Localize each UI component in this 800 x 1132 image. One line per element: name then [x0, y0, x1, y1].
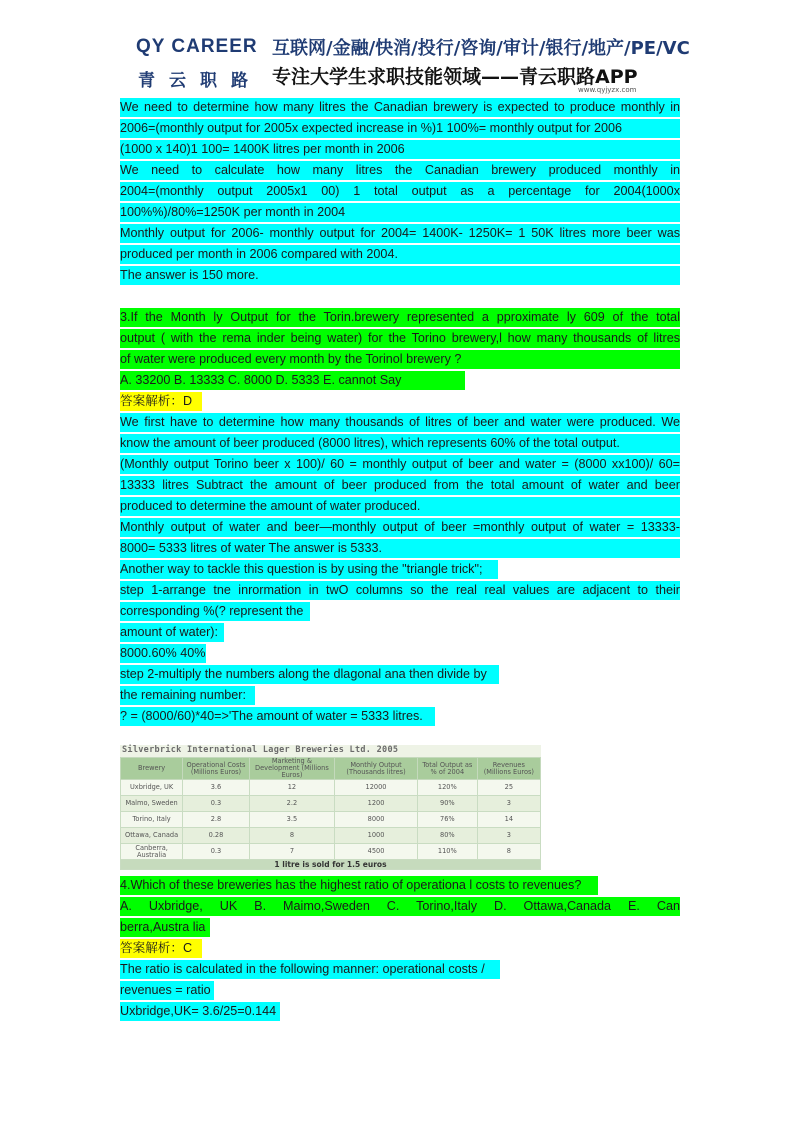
table-cell: 110%	[418, 844, 478, 860]
text-line: step 1-arrange tne inrormation in twO columns so the real real values are adjacent to their	[120, 581, 680, 600]
table-cell: 0.3	[183, 796, 250, 812]
question-3-text: output ( with the rema inder being water) for the Torino brewery,l how many thousands of litres	[120, 329, 680, 348]
table-cell: 4500	[335, 844, 418, 860]
table-cell: 120%	[418, 780, 478, 796]
text-line: 13333 litres Subtract the amount of beer produced from the total amount of water and beer	[120, 476, 680, 495]
text-line: Monthly output for 2006- monthly output for 2004= 1400K- 1250K= 1 50K litres more beer was	[120, 224, 680, 243]
page-header	[130, 30, 690, 92]
table-cell: 80%	[418, 828, 478, 844]
question-3-options: A. 33200 B. 13333 C. 8000 D. 5333 E. cannot Say	[120, 371, 465, 390]
question-4-options: berra,Austra lia	[120, 918, 210, 937]
answer-4-label: 答案解析：C	[120, 939, 202, 958]
table-cell: 3.6	[183, 780, 250, 796]
table-cell: 8	[477, 844, 540, 860]
table-cell: 1000	[335, 828, 418, 844]
brand-logo-chinese: 青云职路	[138, 71, 262, 91]
table-row	[121, 780, 541, 796]
text-line: produced per month in 2006 compared with 2004.	[120, 245, 680, 264]
brewery-table	[120, 757, 541, 870]
question-3-text: 3.If the Month ly Output for the Torin.brewery represented a pproximate ly 609 of the total	[120, 308, 680, 327]
table-title: Silverbrick International Lager Breweries Ltd. 2005	[122, 745, 399, 755]
text-line: Uxbridge,UK= 3.6/25=0.144	[120, 1002, 280, 1021]
text-line: produced to determine the amount of water produced.	[120, 497, 680, 516]
header-tagline-industries: 互联网/金融/快消/投行/咨询/审计/银行/地产/PE/VC	[272, 38, 690, 59]
text-line: know the amount of beer produced (8000 litres), which represents 60% of the total output.	[120, 434, 680, 453]
text-line: 100%%)/80%=1250K per month in 2004	[120, 203, 680, 222]
table-header: Brewery	[121, 758, 183, 780]
text-line: 8000.60% 40%	[120, 644, 206, 663]
question-4-text: 4.Which of these breweries has the highest ratio of operationa l costs to revenues?	[120, 876, 598, 895]
answer-3-label: 答案解析：D	[120, 392, 202, 411]
table-cell: 2.8	[183, 812, 250, 828]
table-header: Revenues (Millions Euros)	[477, 758, 540, 780]
text-line: (Monthly output Torino beer x 100)/ 60 = monthly output of beer and water = (8000 xx100)/ 60=	[120, 455, 680, 474]
text-line: Monthly output of water and beer—monthly output of beer =monthly output of water = 13333-	[120, 518, 680, 537]
table-header: Total Output as % of 2004	[418, 758, 478, 780]
text-line: (1000 x 140)1 100= 1400K litres per month in 2006	[120, 140, 680, 159]
table-cell: Uxbridge, UK	[121, 780, 183, 796]
table-cell: 90%	[418, 796, 478, 812]
text-line: step 2-multiply the numbers along the dlagonal ana then divide by	[120, 665, 499, 684]
table-cell: 12	[249, 780, 334, 796]
question-4-options: A. Uxbridge, UK B. Maimo,Sweden C. Torino,Italy D. Ottawa,Canada E. Can	[120, 897, 680, 916]
table-cell: Ottawa, Canada	[121, 828, 183, 844]
table-cell: 12000	[335, 780, 418, 796]
text-line: We need to determine how many litres the Canadian brewery is expected to produce monthly in	[120, 98, 680, 117]
header-tagline-app: 专注大学生求职技能领域——青云职路APP	[272, 66, 638, 88]
table-cell: 8000	[335, 812, 418, 828]
table-cell: 2.2	[249, 796, 334, 812]
text-line: 2004=(monthly output 2005x1 00) 1 total output as a percentage for 2004(1000x	[120, 182, 680, 201]
text-line: 8000= 5333 litres of water The answer is 5333.	[120, 539, 680, 558]
table-cell: 1200	[335, 796, 418, 812]
text-line: 2006=(monthly output for 2005x expected increase in %)1 100%= monthly output for 2006	[120, 119, 680, 138]
text-line: ? = (8000/60)*40=>'The amount of water = 5333 litres.	[120, 707, 435, 726]
brewery-data-table-image	[120, 745, 541, 869]
table-row	[121, 828, 541, 844]
text-line: The ratio is calculated in the following manner: operational costs /	[120, 960, 500, 979]
table-cell: 0.3	[183, 844, 250, 860]
text-line: Another way to tackle this question is by using the "triangle trick";	[120, 560, 498, 579]
text-line: corresponding %(? represent the	[120, 602, 310, 621]
table-footer-row	[121, 860, 541, 870]
table-row	[121, 812, 541, 828]
table-row	[121, 844, 541, 860]
text-line: We first have to determine how many thousands of litres of beer and water were produced. We	[120, 413, 680, 432]
table-cell: 3.5	[249, 812, 334, 828]
table-cell: 8	[249, 828, 334, 844]
table-cell: 25	[477, 780, 540, 796]
table-cell: Torino, Italy	[121, 812, 183, 828]
table-cell: Canberra, Australia	[121, 844, 183, 860]
table-header: Monthly Output (Thousands litres)	[335, 758, 418, 780]
text-line: amount of water):	[120, 623, 224, 642]
brand-logo: QY CAREER	[136, 36, 258, 57]
table-cell: 0.28	[183, 828, 250, 844]
table-header: Operational Costs (Millions Euros)	[183, 758, 250, 780]
table-row	[121, 796, 541, 812]
text-line: revenues = ratio	[120, 981, 214, 1000]
text-line: We need to calculate how many litres the Canadian brewery produced monthly in	[120, 161, 680, 180]
question-3-text: of water were produced every month by the Torinol brewery ?	[120, 350, 680, 369]
table-cell: Malmo, Sweden	[121, 796, 183, 812]
table-cell: 76%	[418, 812, 478, 828]
header-website: www.qyjyzx.com	[578, 86, 637, 94]
text-line: The answer is 150 more.	[120, 266, 680, 285]
table-cell: 7	[249, 844, 334, 860]
table-footer: 1 litre is sold for 1.5 euros	[121, 860, 541, 870]
table-cell: 3	[477, 796, 540, 812]
table-cell: 14	[477, 812, 540, 828]
table-cell: 3	[477, 828, 540, 844]
text-line: the remaining number:	[120, 686, 255, 705]
table-header: Marketing & Development (Millions Euros)	[249, 758, 334, 780]
